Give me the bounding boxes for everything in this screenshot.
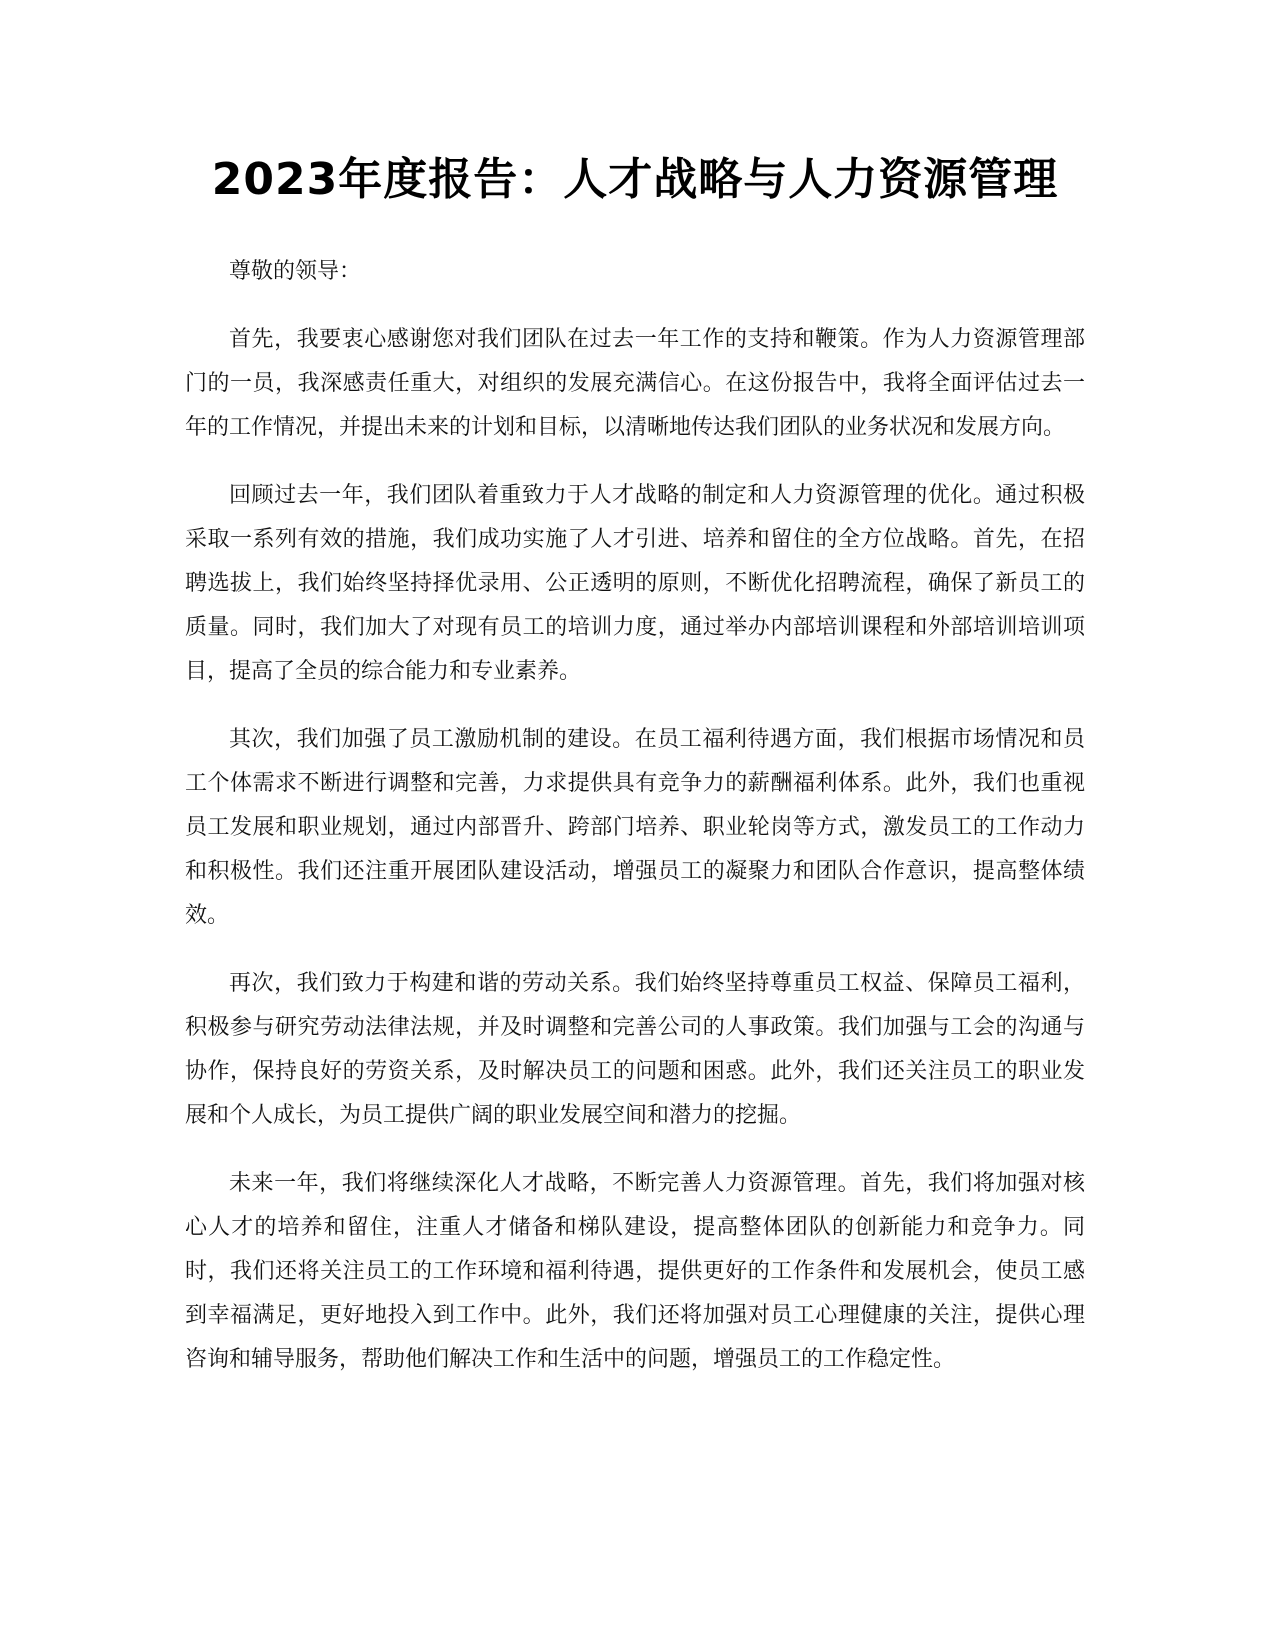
salutation: 尊敬的领导： xyxy=(229,259,362,284)
paragraph-review: 回顾过去一年，我们团队着重致力于人才战略的制定和人力资源管理的优化。通过积极采取一系列有效的措施，我们成功实施了人才引进、培养和留住的全方位战略。首先，在招聘选拔上，我们始终坚持择优录用、公正透明的原则，不断优化招聘流程，确保了新员工的质量。同时，我们加大了对现有员工的培训力度，通过举办内部培训课程和外部培训培训项目，提高了全员的综合能力和专业素养。 xyxy=(185,483,1085,684)
document-title: 2023年度报告：人才战略与人力资源管理 xyxy=(211,154,1059,205)
document-page xyxy=(185,150,1085,1382)
paragraph-future-plan: 未来一年，我们将继续深化人才战略，不断完善人力资源管理。首先，我们将加强对核心人才的培养和留住，注重人才储备和梯队建设，提高整体团队的创新能力和竞争力。同时，我们还将关注员工的工作环境和福利待遇，提供更好的工作条件和发展机会，使员工感到幸福满足，更好地投入到工作中。此外，我们还将加强对员工心理健康的关注，提供心理咨询和辅导服务，帮助他们解决工作和生活中的问题，增强员工的工作稳定性。 xyxy=(185,1171,1085,1372)
paragraph-intro: 首先，我要衷心感谢您对我们团队在过去一年工作的支持和鞭策。作为人力资源管理部门的一员，我深感责任重大，对组织的发展充满信心。在这份报告中，我将全面评估过去一年的工作情况，并提出未来的计划和目标，以清晰地传达我们团队的业务状况和发展方向。 xyxy=(185,327,1085,440)
paragraph-labor-relations: 再次，我们致力于构建和谐的劳动关系。我们始终坚持尊重员工权益、保障员工福利，积极参与研究劳动法律法规，并及时调整和完善公司的人事政策。我们加强与工会的沟通与协作，保持良好的劳资关系，及时解决员工的问题和困惑。此外，我们还关注员工的职业发展和个人成长，为员工提供广阔的职业发展空间和潜力的挖掘。 xyxy=(185,971,1085,1128)
paragraph-incentives: 其次，我们加强了员工激励机制的建设。在员工福利待遇方面，我们根据市场情况和员工个体需求不断进行调整和完善，力求提供具有竞争力的薪酬福利体系。此外，我们也重视员工发展和职业规划，通过内部晋升、跨部门培养、职业轮岗等方式，激发员工的工作动力和积极性。我们还注重开展团队建设活动，增强员工的凝聚力和团队合作意识，提高整体绩效。 xyxy=(185,727,1085,928)
